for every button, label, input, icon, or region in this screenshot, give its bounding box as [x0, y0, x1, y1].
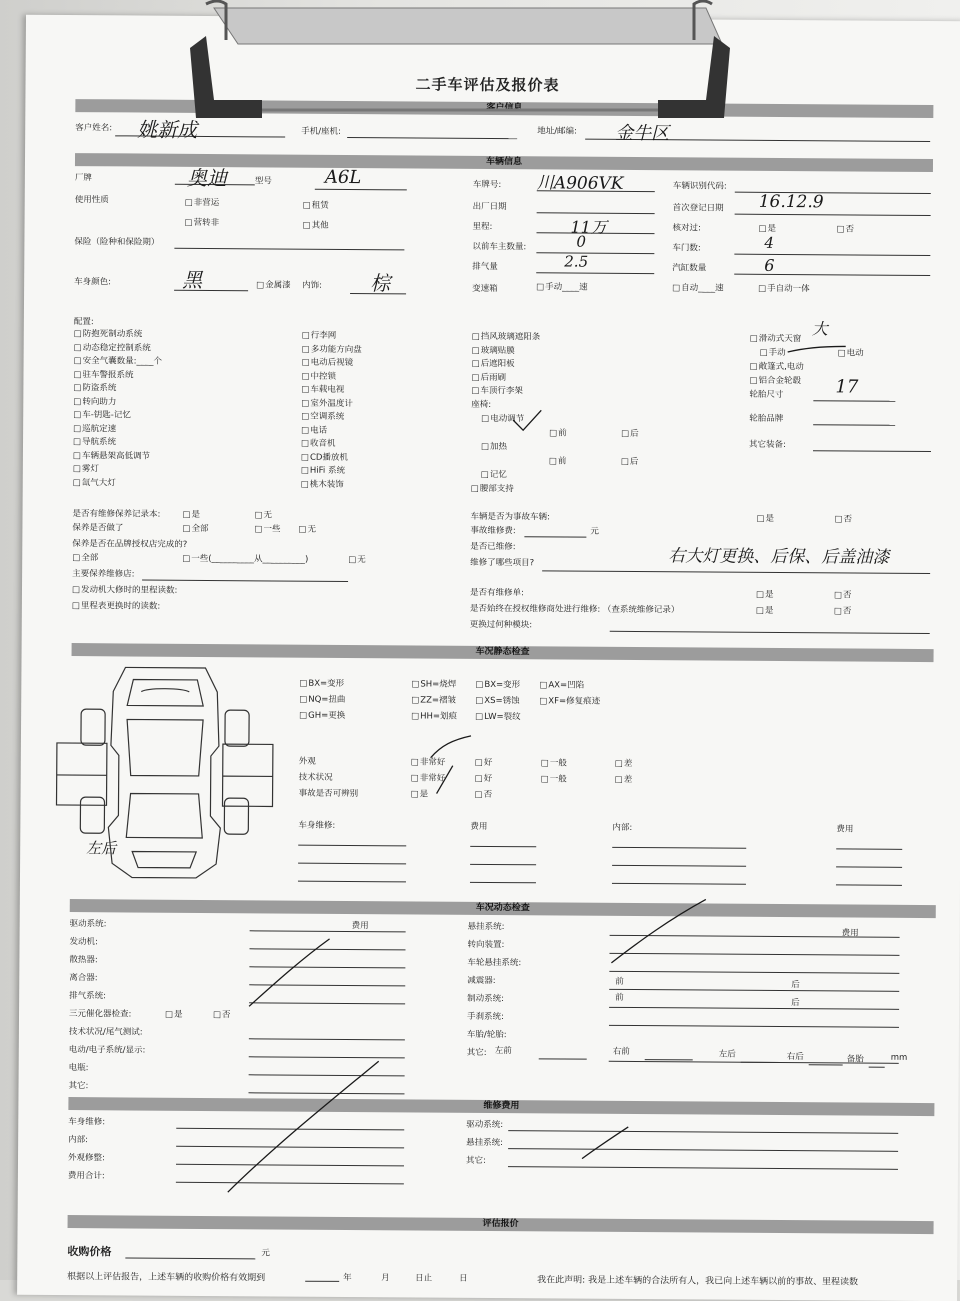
- cylinders-value: 6: [764, 256, 774, 275]
- record-book-label: 是否有维修保养记录本:: [72, 507, 160, 520]
- validity-year: 年: [343, 1271, 352, 1283]
- tire-front-right-label: 右前: [613, 1045, 630, 1057]
- shock-front-label: 前: [615, 975, 624, 987]
- repair-left-label-1: 内部:: [68, 1133, 88, 1145]
- seat-memory[interactable]: □ 记忆: [481, 468, 507, 480]
- dealer-maintenance-label: 保养是否在品牌授权店完成的?: [72, 537, 187, 550]
- dynamic-right-label-0: 悬挂系统:: [468, 920, 505, 932]
- record-book-none[interactable]: □ 无: [254, 508, 272, 520]
- tech-poor[interactable]: □ 差: [615, 773, 633, 785]
- repair-right-label-1: 悬挂系统:: [466, 1136, 503, 1148]
- section-static-header: 车况静态检查: [72, 643, 934, 662]
- catalyst-no[interactable]: □ 否: [213, 1008, 231, 1020]
- dynamic-right-label-6: 车胎/轮胎:: [467, 1028, 507, 1040]
- factory-date-label: 出厂日期: [473, 200, 507, 212]
- dealer-all[interactable]: □ 全部: [72, 551, 98, 563]
- record-book-yes[interactable]: □ 是: [182, 508, 200, 520]
- main-shop-label: 主要保养维修店:: [72, 567, 134, 579]
- model-label: 型号: [255, 174, 272, 186]
- dynamic-left-label-8: 电瓶:: [69, 1061, 89, 1073]
- seat-electric-rear[interactable]: □ 后: [621, 427, 639, 439]
- dynamic-left-label-3: 离合器:: [69, 971, 97, 983]
- tire-rear-right-label: 右后: [787, 1050, 804, 1062]
- other-equipment-label: 其它装备:: [749, 438, 786, 450]
- code-bx-2[interactable]: □ BX=变形: [475, 678, 520, 690]
- repair-left-label-0: 车身维修:: [68, 1115, 105, 1127]
- odometer-replace-label[interactable]: □ 里程表更换时的读数:: [72, 599, 160, 612]
- body-repair-cost-label: 费用: [470, 820, 487, 832]
- always-dealer-no[interactable]: □ 否: [834, 604, 852, 616]
- metallic-checkbox[interactable]: □ 金属漆: [256, 278, 291, 290]
- owners-value: 0: [576, 233, 586, 251]
- seat-electric[interactable]: □ 电动调节: [481, 412, 524, 424]
- accident-cost-unit: 元: [590, 525, 599, 537]
- diagram-note: 左后: [86, 837, 116, 858]
- plate-label: 车牌号:: [473, 178, 501, 190]
- code-bx-1[interactable]: □ BX=变形: [299, 677, 344, 689]
- gearbox-tiptronic[interactable]: □ 手自动一体: [758, 282, 810, 294]
- dynamic-left-label-7: 电动/电子系统/显示:: [69, 1043, 146, 1056]
- brand-label: 厂牌: [75, 171, 92, 183]
- usage-option-1[interactable]: □ 租赁: [303, 199, 329, 211]
- first-reg-label: 首次登记日期: [673, 201, 724, 213]
- tire-unit-mm: mm: [891, 1053, 908, 1063]
- interior-value: 棕: [370, 267, 390, 296]
- validity-month: 月: [381, 1271, 390, 1283]
- customer-name-value: 姚新成: [137, 113, 197, 142]
- gearbox-auto[interactable]: □ 自动____速: [672, 281, 724, 293]
- purchase-price-label: 收购价格: [67, 1243, 111, 1259]
- brake-front-label: 前: [615, 991, 624, 1003]
- brake-rear-label: 后: [791, 996, 800, 1008]
- usage-option-2[interactable]: □ 营转非: [185, 216, 220, 228]
- section-quote-header: 评估报价: [68, 1215, 934, 1234]
- config-item-b11[interactable]: □ 桃木装饰: [301, 477, 344, 489]
- tire-size-value: 17: [835, 376, 858, 397]
- brand-value: 奥迪: [187, 162, 227, 191]
- tech-average[interactable]: □ 一般: [541, 772, 567, 784]
- sunroof-sliding[interactable]: □ 滑动式天窗: [750, 332, 802, 344]
- customer-name-label: 客户姓名:: [75, 121, 112, 133]
- config-item-b10[interactable]: □ HiFi 系统: [301, 464, 345, 476]
- color-value: 黑: [182, 264, 202, 293]
- config-item-b9[interactable]: □ CD播放机: [301, 450, 348, 462]
- seat-heating-front[interactable]: □ 前: [549, 454, 567, 466]
- dynamic-left-label-4: 排气系统:: [69, 989, 106, 1001]
- usage-label: 使用性质: [75, 193, 109, 205]
- config-item-8[interactable]: □ 导航系统: [73, 435, 116, 447]
- maintenance-done-some[interactable]: □ 一些: [254, 522, 280, 534]
- repaired-label: 是否已维修:: [470, 540, 515, 552]
- config-item-b2[interactable]: □ 电动后视镜: [302, 356, 354, 368]
- verify-label: 核对过:: [673, 221, 701, 233]
- config-item-9[interactable]: □ 车辆悬架高低调节: [73, 449, 150, 462]
- dynamic-cost-left-label: 费用: [352, 919, 369, 931]
- code-gh[interactable]: □ GH=更换: [299, 709, 345, 721]
- accident-yes[interactable]: □ 是: [756, 512, 774, 524]
- interior-label: 内饰:: [302, 279, 322, 291]
- section-vehicle-header: 车辆信息: [75, 153, 933, 172]
- usage-option-0[interactable]: □ 非营运: [185, 196, 220, 208]
- tire-rear-left-label: 左后: [719, 1048, 736, 1060]
- config-item-c2[interactable]: □ 后遮阳板: [472, 357, 515, 369]
- config-item-b3[interactable]: □ 中控锁: [301, 369, 336, 381]
- config-item-7[interactable]: □ 巡航定速: [73, 422, 116, 434]
- displacement-value: 2.5: [564, 252, 588, 270]
- doors-label: 车门数:: [672, 241, 700, 253]
- declaration-text: 我在此声明: 我是上述车辆的合法所有人，我已向上述车辆以前的事故、里程读数: [537, 1272, 858, 1287]
- doors-value: 4: [764, 234, 774, 252]
- accident-id-no[interactable]: □ 否: [475, 788, 493, 800]
- repair-left-label-2: 外观修整:: [68, 1151, 105, 1163]
- accident-no[interactable]: □ 否: [834, 512, 852, 524]
- code-xf[interactable]: □ XF=修复痕迹: [539, 694, 600, 706]
- alloy-wheels[interactable]: □ 铝合金轮毂: [749, 374, 801, 386]
- tech-good[interactable]: □ 好: [475, 772, 493, 784]
- validity-day-to: 日止: [415, 1271, 432, 1283]
- dynamic-left-label-2: 散热器:: [69, 953, 97, 965]
- code-nq[interactable]: □ NQ=扭曲: [299, 693, 345, 705]
- engine-overhaul-label[interactable]: □ 发动机大修时的里程读数:: [72, 583, 177, 596]
- accident-cost-label: 事故维修费:: [470, 524, 515, 536]
- config-item-b4[interactable]: □ 车载电视: [301, 383, 344, 395]
- config-item-b6[interactable]: □ 空调系统: [301, 410, 344, 422]
- config-item-b8[interactable]: □ 收音机: [301, 437, 336, 449]
- dynamic-right-label-2: 车轮悬挂系统:: [467, 956, 521, 968]
- owners-label: 以前车主数量:: [472, 240, 526, 252]
- mileage-label: 里程:: [473, 220, 493, 232]
- verify-yes[interactable]: □ 是: [758, 222, 776, 234]
- always-dealer-yes[interactable]: □ 是: [756, 604, 774, 616]
- dynamic-right-label-5: 手刹系统:: [467, 1010, 504, 1022]
- config-item-0[interactable]: □ 防抱死制动系统: [74, 327, 143, 339]
- repair-left-label-3: 费用合计:: [68, 1169, 105, 1181]
- config-label: 配置:: [74, 315, 94, 327]
- config-item-b5[interactable]: □ 室外温度计: [301, 396, 353, 408]
- spare-tire-label: 备胎: [847, 1052, 864, 1064]
- section-repair-header: 维修费用: [68, 1097, 934, 1116]
- verify-no[interactable]: □ 否: [836, 222, 854, 234]
- seat-lumbar[interactable]: □ 腰部支持: [471, 482, 514, 494]
- config-item-b0[interactable]: □ 行李网: [302, 329, 337, 341]
- gearbox-label: 变速箱: [472, 282, 498, 294]
- catalyst-yes[interactable]: □ 是: [165, 1008, 183, 1020]
- address-label: 地址/邮编:: [537, 124, 577, 136]
- exterior-good[interactable]: □ 好: [475, 756, 493, 768]
- dynamic-left-label-0: 驱动系统:: [70, 917, 107, 929]
- dynamic-right-label-1: 转向装置:: [467, 938, 504, 950]
- dynamic-right-label-4: 制动系统:: [467, 992, 504, 1004]
- exterior-label: 外观: [299, 755, 316, 767]
- code-xs[interactable]: □ XS=锈蚀: [475, 694, 519, 706]
- dealer-some[interactable]: □ 一些(__________从__________): [182, 552, 308, 565]
- purchase-price-unit: 元: [261, 1246, 270, 1258]
- tire-front-left-label: 左前: [495, 1044, 512, 1056]
- config-item-11[interactable]: □ 氙气大灯: [73, 476, 116, 488]
- address-value: 金牛区: [615, 119, 669, 145]
- dynamic-right-label-7: 其它:: [467, 1046, 487, 1058]
- drawing-layer: [17, 15, 960, 1301]
- form-title: 二手车评估及报价表: [415, 73, 559, 95]
- vin-label: 车辆识别代码:: [673, 179, 727, 191]
- config-item-10[interactable]: □ 雾灯: [73, 462, 99, 474]
- dynamic-left-label-6: 技术状况/尾气测试:: [69, 1025, 143, 1038]
- config-item-2[interactable]: □ 安全气囊数量:____个: [74, 354, 162, 367]
- config-item-5[interactable]: □ 转向助力: [73, 395, 116, 407]
- config-item-c3[interactable]: □ 后雨刷: [471, 370, 506, 382]
- repair-items-label: 维修了哪些项目?: [470, 556, 534, 568]
- always-dealer-label: 是否始终在授权维修商处进行维修: （查系统维修记录）: [470, 602, 680, 615]
- repair-list-label: 是否有维修单:: [470, 586, 524, 598]
- code-ax[interactable]: □ AX=凹陷: [539, 678, 584, 690]
- config-item-c1[interactable]: □ 玻璃贴膜: [472, 343, 515, 355]
- car-diagram: [56, 667, 273, 879]
- model-value: A6L: [325, 167, 362, 188]
- displacement-label: 排气量: [472, 260, 498, 272]
- exterior-poor[interactable]: □ 差: [615, 757, 633, 769]
- maintenance-done-label: 保养是否做了: [72, 521, 123, 533]
- repair-list-no[interactable]: □ 否: [834, 588, 852, 600]
- color-label: 车身颜色:: [74, 275, 111, 287]
- mileage-value: 11万: [570, 215, 607, 238]
- validity-text: 根据以上评估报告，上述车辆的收购价格有效期到: [67, 1269, 265, 1283]
- config-item-c0[interactable]: □ 挡风玻璃遮阳条: [472, 330, 541, 342]
- repair-right-label-0: 驱动系统:: [466, 1118, 503, 1130]
- config-item-b1[interactable]: □ 多功能方向盘: [302, 342, 362, 354]
- tech-very-good[interactable]: □ 非常好: [411, 771, 446, 783]
- repair-right-label-2: 其它:: [466, 1154, 486, 1166]
- config-item-b7[interactable]: □ 电话: [301, 423, 327, 435]
- clipboard-clip: [0, 0, 960, 140]
- first-reg-value: 16.12.9: [759, 192, 824, 212]
- handwritten-strokes: [228, 342, 846, 1196]
- body-repair-label: 车身维修:: [298, 819, 335, 831]
- config-item-3[interactable]: □ 驻车警报系统: [73, 368, 133, 380]
- plate-value: 川A906VK: [537, 168, 624, 194]
- interior-repair-cost-label: 费用: [836, 822, 853, 834]
- sunroof-manual[interactable]: □ 手动: [760, 346, 786, 358]
- accident-identifiable-label: 事故是否可辨别: [299, 787, 359, 799]
- exterior-very-good[interactable]: □ 非常好: [411, 755, 446, 767]
- dealer-none[interactable]: □ 无: [348, 553, 366, 565]
- shock-rear-label: 后: [791, 978, 800, 990]
- module-replaced-label: 更换过何种模块:: [470, 618, 532, 630]
- dynamic-left-label-9: 其它:: [68, 1079, 88, 1091]
- maintenance-done-none[interactable]: □ 无: [298, 523, 316, 535]
- convertible-electric[interactable]: □ 敞篷式,电动: [750, 360, 804, 372]
- config-item-c4[interactable]: □ 车顶行李架: [471, 384, 523, 396]
- dynamic-left-label-5: 三元催化器检查:: [69, 1007, 131, 1019]
- accident-id-yes[interactable]: □ 是: [411, 787, 429, 799]
- sunroof-note: 大: [812, 316, 828, 339]
- tire-brand-label: 轮胎品牌: [749, 412, 783, 424]
- section-dynamic-header: 车况动态检查: [70, 899, 936, 918]
- gearbox-manual[interactable]: □ 手动____速: [536, 280, 588, 292]
- tech-condition-label: 技术状况: [299, 771, 333, 783]
- seat-label: 座椅:: [471, 398, 491, 410]
- insurance-label: 保险（险种和保险期）: [74, 235, 159, 248]
- seat-heating-rear[interactable]: □ 后: [621, 455, 639, 467]
- repair-list-yes[interactable]: □ 是: [756, 588, 774, 600]
- code-hh[interactable]: □ HH=划痕: [411, 709, 457, 721]
- phone-label: 手机/座机:: [301, 125, 341, 137]
- cylinders-label: 汽缸数量: [672, 261, 706, 273]
- dynamic-cost-right-label: 费用: [842, 926, 859, 938]
- tire-size-label: 轮胎尺寸: [749, 388, 783, 400]
- validity-day: 日: [459, 1272, 468, 1284]
- usage-option-3[interactable]: □ 其他: [303, 219, 329, 231]
- sunroof-electric[interactable]: □ 电动: [838, 346, 864, 358]
- code-lw[interactable]: □ LW=裂纹: [475, 710, 521, 722]
- exterior-average[interactable]: □ 一般: [541, 756, 567, 768]
- config-item-4[interactable]: □ 防盗系统: [73, 381, 116, 393]
- config-item-1[interactable]: □ 动态稳定控制系统: [74, 341, 151, 354]
- accident-vehicle-label: 车辆是否为事故车辆:: [470, 510, 549, 523]
- interior-repair-label: 内部:: [612, 821, 632, 833]
- dynamic-right-label-3: 减震器:: [467, 974, 495, 986]
- section-customer-header: 客户信息: [75, 99, 933, 118]
- seat-electric-front[interactable]: □ 前: [549, 426, 567, 438]
- code-sh[interactable]: □ SH=烧焊: [411, 677, 456, 689]
- repair-items-value: 右大灯更换、后保、后盖油漆: [668, 541, 889, 568]
- evaluation-form-sheet: [17, 15, 960, 1301]
- seat-heating[interactable]: □ 加热: [481, 440, 507, 452]
- config-item-6[interactable]: □ 车-钥匙-记忆: [73, 408, 131, 420]
- code-zz[interactable]: □ ZZ=褶皱: [411, 693, 456, 705]
- dynamic-left-label-1: 发动机:: [70, 935, 98, 947]
- maintenance-done-all[interactable]: □ 全部: [182, 522, 208, 534]
